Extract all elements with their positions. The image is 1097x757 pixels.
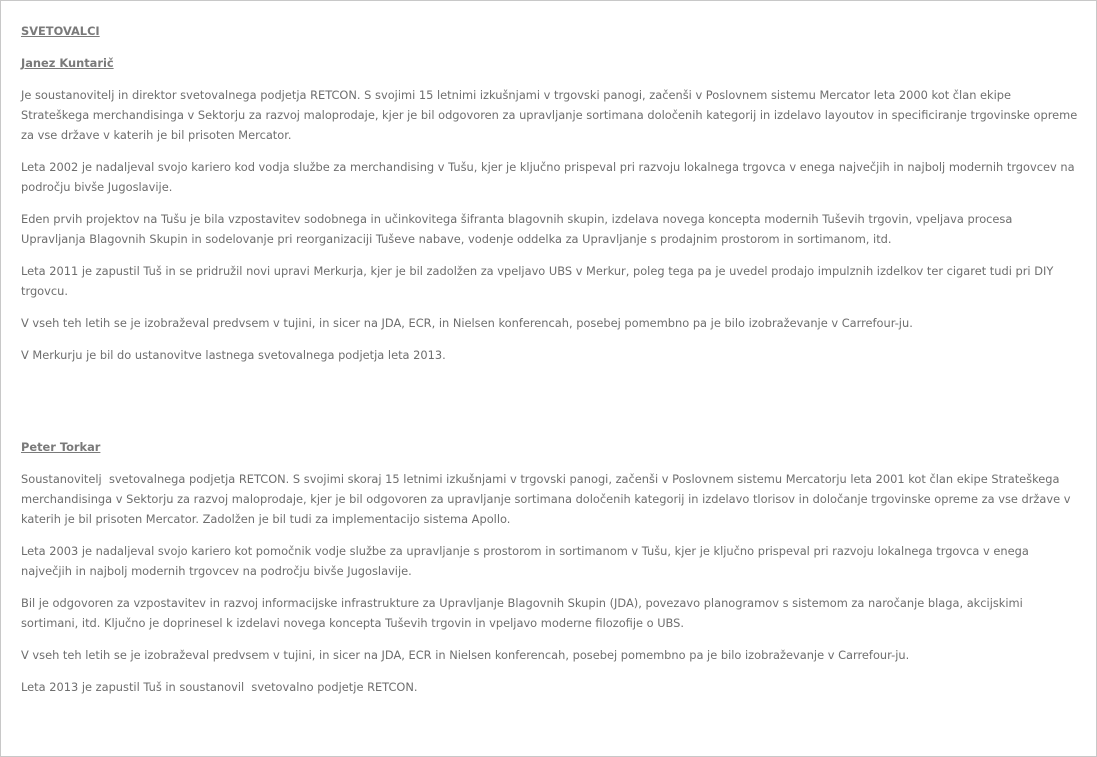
section-spacer (21, 377, 1079, 437)
bio-paragraph: V vseh teh letih se je izobraževal predvsem v tujini, in sicer na JDA, ECR, in Nielsen konferencah, posebej pomembno pa je bilo izobraževanje v Carrefour-ju. (21, 316, 913, 330)
article-content (21, 21, 1079, 709)
section-title: SVETOVALCI (21, 24, 100, 38)
bio-paragraph: V Merkurju je bil do ustanovitve lastnega svetovalnega podjetja leta 2013. (21, 348, 446, 362)
bio-paragraph: Eden prvih projektov na Tušu je bila vzpostavitev sodobnega in učinkovitega šifranta blagovnih skupin, izdelava novega koncepta modernih Tuševih trgovin, vpeljava procesa Upravljanja Blagovnih Skupin in sodelovanje pri reorganizaciji Tuševe nabave, vodenje oddelka za Upravljanje s prodajnim prostorom in sortimanom, itd. (21, 212, 1016, 246)
bio-paragraph: Leta 2002 je nadaljeval svojo kariero kod vodja službe za merchandising v Tušu, kjer je ključno prispeval pri razvoju lokalnega trgovca v enega največjih in najbolj modernih trgovcev na področju bivše Jugoslavije. (21, 160, 1079, 194)
bio-paragraph: V vseh teh letih se je izobraževal predvsem v tujini, in sicer na JDA, ECR in Nielsen konferencah, posebej pomembno pa je bilo izobraževanje v Carrefour-ju. (21, 648, 910, 662)
bio-paragraph: Bil je odgovoren za vzpostavitev in razvoj informacijske infrastrukture za Upravljanje Blagovnih Skupin (JDA), povezavo planogramov s sistemom za naročanje blaga, akcijskimi sortimani, itd. Ključno je doprinesel k izdelavi novega koncepta Tuševih trgovin in vpeljavo moderne filozofije o UBS. (21, 596, 1027, 630)
bio-paragraph: Je soustanovitelj in direktor svetovalnega podjetja RETCON. S svojimi 15 letnimi izkušnjami v trgovski panogi, začenši v Poslovnem sistemu Mercator leta 2000 kot član ekipe Strateškega merchandisinga v Sektorju za razvoj maloprodaje, kjer je bil odgovoren za upravljanje sortimana določenih kategorij in izdelavo layoutov in specificiranje trgovinske opreme za vse države v katerih je bil prisoten Mercator. (21, 88, 1081, 142)
person-name-peter: Peter Torkar (21, 440, 101, 454)
bio-paragraph: Leta 2011 je zapustil Tuš in se pridružil novi upravi Merkurja, kjer je bil zadolžen za vpeljavo UBS v Merkur, poleg tega pa je uvedel prodajo impulznih izdelkov ter cigaret tudi pri DIY trgovcu. (21, 264, 1057, 298)
person-name-janez: Janez Kuntarič (21, 56, 114, 70)
bio-paragraph: Soustanovitelj svetovalnega podjetja RETCON. S svojimi skoraj 15 letnimi izkušnjami v trgovski panogi, začenši v Poslovnem sistemu Mercatorju leta 2001 kot član ekipe Strateškega merchandisinga v Sektorju za razvoj maloprodaje, kjer je bil odgovoren za upravljanje sortimana določenih kategorij in izdelavo tlorisov in določanje trgovinske opreme za vse države v katerih je bil prisoten Mercator. Zadolžen je bil tudi za implementacijo sistema Apollo. (21, 472, 1075, 526)
bio-paragraph: Leta 2003 je nadaljeval svojo kariero kot pomočnik vodje službe za upravljanje s prostorom in sortimanom v Tušu, kjer je ključno prispeval pri razvoju lokalnega trgovca v enega največjih in najbolj modernih trgovcev na področju bivše Jugoslavije. (21, 544, 1033, 578)
bio-paragraph: Leta 2013 je zapustil Tuš in soustanovil svetovalno podjetje RETCON. (21, 680, 418, 694)
